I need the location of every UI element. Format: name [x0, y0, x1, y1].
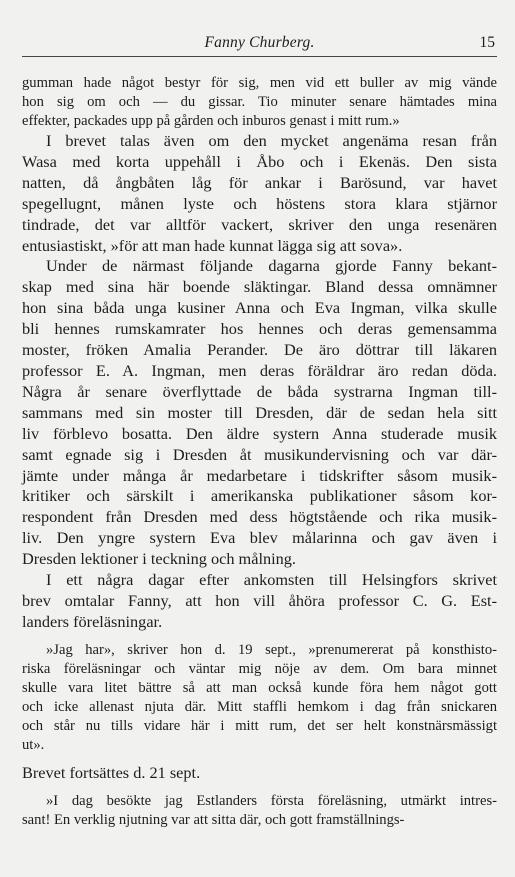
text-line: jämte under många år medarbetare i tidskrifter såsom musik- [22, 465, 497, 485]
text-line: skap med sina här boende släktingar. Bland dessa omnämner [22, 277, 497, 297]
text-line: gumman hade något bestyr för sig, men vid ett buller av mig vände [22, 75, 497, 91]
quoted-letter-paragraph [22, 792, 497, 830]
text-line: spegellugnt, månen lyste och höstens stora klara stjärnor [22, 193, 497, 213]
text-line: riska föreläsningar och väntar mig nöje av dem. Om bara minnet [22, 660, 497, 677]
running-title: Fanny Churberg. [204, 34, 315, 51]
paragraph [22, 131, 497, 256]
paragraph-gap [22, 784, 497, 792]
text-line: Wasa med korta uppehåll i Åbo och i Ekenäs. Den sista [22, 151, 497, 171]
text-line: »I dag besökte jag Estlanders första föreläsning, utmärkt intres- [46, 792, 497, 809]
text-line: liv. Den yngre systern Eva blev målarinna och gav även i [22, 528, 497, 548]
text-line: samt egnade sig i Dresden åt musikundervisning och var där- [22, 444, 497, 464]
quoted-letter-paragraph [22, 641, 497, 755]
text-line: I brevet talas även om den mycket angenäma resan från [46, 131, 497, 150]
text-line: Dresden lektioner i teckning och målning. [22, 549, 296, 569]
text-line: professor E. A. Ingman, men deras föräldrar äro redan döda. [22, 360, 497, 380]
text-line: och icke allenast njuta där. Mitt staffli hemkom i dag från snickaren [22, 698, 497, 715]
text-line: hon sig om och — du gissar. Tio minuter senare hämtades mina [22, 94, 497, 110]
text-line: hon sina båda unga kusiner Anna och Eva Ingman, vilka skulle [22, 298, 497, 318]
letter-continuation-note [22, 763, 497, 784]
text-line: tindrade, det var alltför vackert, skriver den unga resenären [22, 214, 497, 234]
paragraph [22, 570, 497, 633]
text-line: moster, fröken Amalia Perander. De äro döttrar till läkaren [22, 340, 497, 360]
text-line: och står nu tills vidare här i mitt rum, det ser helt konstnärsmässigt [22, 717, 497, 734]
paragraph-gap [22, 755, 497, 763]
page-number: 15 [479, 34, 495, 51]
text-line: natten, då ångbåten låg för ankar i Barösund, var havet [22, 172, 497, 192]
text-line: Brevet fortsättes d. 21 sept. [22, 762, 201, 782]
text-line: skulle vara litet bättre så att man också kunde föra hem något gott [22, 679, 497, 696]
text-line: sammans med sin moster till Dresden, där de sedan hela sitt [22, 402, 497, 422]
text-line: ut». [22, 736, 45, 753]
text-line: I ett några dagar efter ankomsten till Helsingfors skrivet [46, 570, 497, 590]
text-line: Under de närmast följande dagarna gjorde Fanny bekant- [46, 256, 497, 276]
text-line: sant! En verklig njutning var att sitta där, och gott framställnings- [22, 811, 405, 828]
text-line: liv förblevo bosatta. Den äldre systern Anna studerade musik [22, 423, 497, 443]
running-header [22, 26, 497, 57]
text-line: »Jag har», skriver hon d. 19 sept., »prenumererat på konsthisto- [46, 641, 497, 658]
paragraph [22, 256, 497, 570]
text-line: bli hennes rumskamrater hos hennes och deras gemensamma [22, 319, 497, 339]
text-line: entusiastiskt, »för att man hade kunnat lägga sig att sova». [22, 235, 403, 255]
paragraph-gap [22, 633, 497, 641]
text-line: brev omtalar Fanny, att hon vill åhöra professor C. G. Est- [22, 590, 497, 610]
text-line: landers föreläsningar. [22, 611, 163, 631]
body-text [22, 74, 497, 830]
text-line: kritiker och särskilt i amerikanska publikationer såsom kor- [22, 486, 497, 506]
text-line: Några år senare överflyttade de båda systrarna Ingman till- [22, 381, 497, 401]
text-line: effekter, packades upp på gården och inburos genast i mitt rum.» [22, 113, 400, 129]
quoted-letter-paragraph [22, 74, 497, 131]
text-line: respondent från Dresden med dess högtstående och rika musik- [22, 507, 497, 527]
